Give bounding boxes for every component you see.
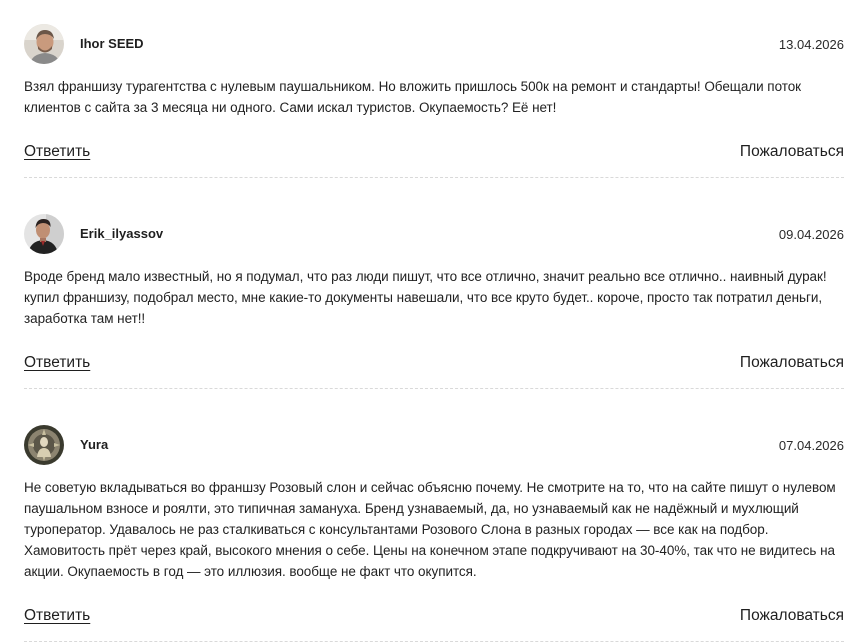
comment-header: [24, 425, 844, 465]
comment-text: Взял франшизу турагентства с нулевым паушальником. Но вложить пришлось 500к на ремонт и стандарты! Обещали поток клиентов с сайта за 3 месяца ни одного. Сами искал туристов. Окупаемость? Её нет!: [24, 79, 802, 115]
comment-date: 13.04.2026: [778, 37, 844, 52]
comment-item: [24, 24, 844, 167]
avatar: [24, 214, 64, 254]
comment-author: Yura: [80, 437, 109, 452]
comment-item: [24, 214, 844, 378]
user-photo-icon: [24, 24, 64, 64]
comment-item: [24, 425, 844, 631]
reply-link[interactable]: Ответить: [24, 607, 91, 624]
user-photo-icon: [24, 214, 64, 254]
divider: [24, 177, 844, 178]
comment-actions: [24, 143, 844, 167]
comment-header: [24, 214, 844, 254]
avatar: [24, 24, 64, 64]
comment-author: Erik_ilyassov: [80, 226, 164, 241]
user-photo-icon: [24, 425, 64, 465]
comment-date: 09.04.2026: [778, 227, 844, 242]
report-link[interactable]: Пожаловаться: [739, 143, 844, 160]
comment-actions: [24, 607, 844, 631]
comment-text: Не советую вкладываться во франшзу Розовый слон и сейчас объясню почему. Не смотрите на то, что на сайте пишут о нулевом паушальном взносе и роялти, это типичная замануха. Бренд узнаваемый, да, но узнаваемый как не надёжный и мухлющий туроператор. Удавалось не раз сталкиваться с консультантами Розового Слона в разных городах — все как на подбор. Хамовитость прёт через край, высокого мнения о себе. Цены на конечном этапе подкручивают на 30-40%, так что не видитесь на акции. Окупаемость в год — это иллюзия. вообще не факт что окупится.: [24, 480, 836, 579]
comment-actions: [24, 354, 844, 378]
comment-date: 07.04.2026: [778, 438, 844, 453]
report-link[interactable]: Пожаловаться: [739, 607, 844, 624]
avatar: [24, 425, 64, 465]
reply-link[interactable]: Ответить: [24, 143, 91, 160]
report-link[interactable]: Пожаловаться: [739, 354, 844, 371]
comment-text: Вроде бренд мало известный, но я подумал, что раз люди пишут, что все отлично, значит реально все отлично.. наивный дурак! купил франшизу, подобрал место, мне какие-то документы навешали, что все круто будет.. короче, просто так потратил деньги, заработка там нет!!: [24, 269, 827, 326]
divider: [24, 388, 844, 389]
comment-author: Ihor SEED: [80, 36, 144, 51]
comment-header: [24, 24, 844, 64]
reply-link[interactable]: Ответить: [24, 354, 91, 371]
